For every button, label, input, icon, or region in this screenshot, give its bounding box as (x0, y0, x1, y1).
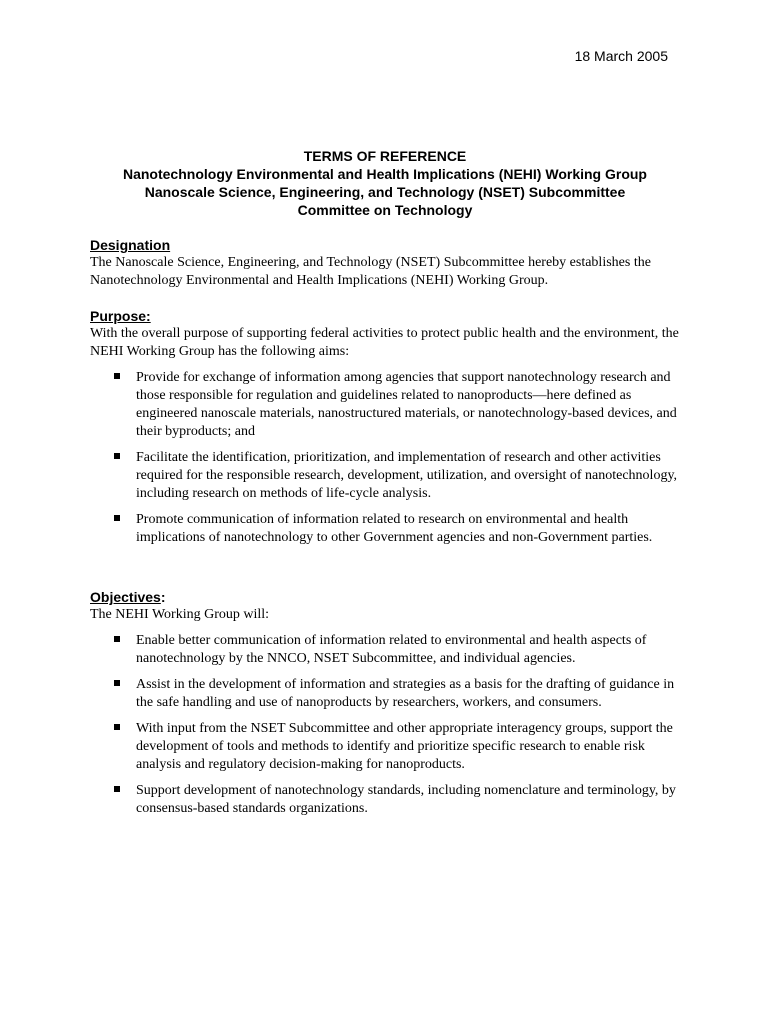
list-item: Provide for exchange of information among agencies that support nanotechnology research and those responsible for regulation and guidelines related to nanoproducts—here defined as engineered nanoscale materials, nanostructured materials, or nanotechnology-based devices, and their byproducts; and (90, 369, 690, 441)
list-item: Facilitate the identification, prioritization, and implementation of research and other activities required for the responsible research, development, utilization, and oversight of nanotechnology, including research on methods of life-cycle analysis. (90, 449, 690, 503)
bullet-square-icon (114, 786, 120, 792)
bullet-square-icon (114, 724, 120, 730)
bullet-square-icon (114, 680, 120, 686)
purpose-list (90, 369, 690, 547)
designation-heading: Designation (90, 237, 171, 253)
document-title-block (0, 147, 770, 219)
list-item: With input from the NSET Subcommittee and other appropriate interagency groups, support the development of tools and methods to identify and prioritize specific research to enable risk analysis and regulatory decision-making for nanoproducts. (90, 720, 690, 774)
designation-text: The Nanoscale Science, Engineering, and Technology (NSET) Subcommittee hereby establishes the Nanotechnology Environmental and Health Implications (NEHI) Working Group. (90, 255, 651, 288)
bullet-square-icon (114, 373, 120, 379)
title-line-subcommittee: Nanoscale Science, Engineering, and Technology (NSET) Subcommittee (144, 184, 626, 200)
objectives-heading: Objectives: (90, 589, 166, 605)
objectives-intro: The NEHI Working Group will: (90, 607, 270, 622)
list-item: Assist in the development of information and strategies as a basis for the drafting of guidance in the safe handling and use of nanoproducts by researchers, workers, and consumers. (90, 676, 690, 712)
list-item: Promote communication of information related to research on environmental and health implications of nanotechnology to other Government agencies and non-Government parties. (90, 511, 690, 547)
bullet-square-icon (114, 636, 120, 642)
bullet-square-icon (114, 453, 120, 459)
purpose-section (90, 307, 690, 547)
title-line-committee: Committee on Technology (297, 202, 473, 218)
purpose-intro: With the overall purpose of supporting federal activities to protect public health and the environment, the NEHI Working Group has the following aims: (90, 326, 679, 359)
list-item: Enable better communication of information related to environmental and health aspects of nanotechnology by the NNCO, NSET Subcommittee, and individual agencies. (90, 632, 690, 668)
list-item: Support development of nanotechnology standards, including nomenclature and terminology, by consensus-based standards organizations. (90, 782, 690, 818)
designation-section (90, 236, 690, 290)
title-line-working-group: Nanotechnology Environmental and Health Implications (NEHI) Working Group (122, 166, 647, 182)
objectives-section (90, 588, 690, 818)
title-line-terms-of-reference: TERMS OF REFERENCE (303, 148, 467, 164)
objectives-list (90, 632, 690, 818)
purpose-heading: Purpose: (90, 308, 151, 324)
document-date: 18 March 2005 (574, 48, 668, 64)
bullet-square-icon (114, 515, 120, 521)
